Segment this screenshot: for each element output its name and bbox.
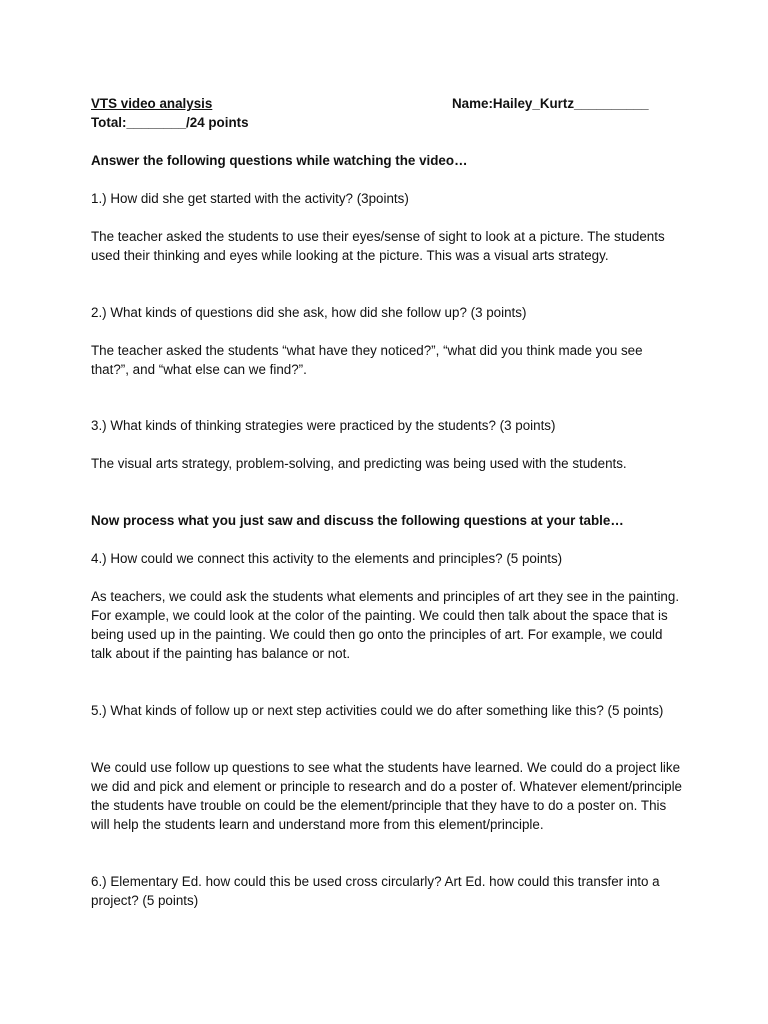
section-heading-watch: Answer the following questions while watching the video… xyxy=(91,153,468,168)
answer-1: The teacher asked the students to use their eyes/sense of sight to look at a picture. The students used their thinking and eyes while looking at the picture. This was a visual arts strategy. xyxy=(91,229,665,263)
student-name: Name:Hailey_Kurtz__________ xyxy=(452,96,649,111)
question-4: 4.) How could we connect this activity to the elements and principles? (5 points) xyxy=(91,551,563,566)
section-heading-discuss: Now process what you just saw and discuss the following questions at your table… xyxy=(91,513,624,528)
answer-5: We could use follow up questions to see what the students have learned. We could do a project like we did and pick and element or principle to research and do a poster of. Whatever element/principle the students have trouble on could be the element/principle that they have to do a poster on. This will help the students learn and understand more from this element/principle. xyxy=(91,760,683,832)
answer-2: The teacher asked the students “what have they noticed?”, “what did you think made you see that?”, and “what else can we find?”. xyxy=(91,343,643,377)
question-6: 6.) Elementary Ed. how could this be used cross circularly? Art Ed. how could this transfer into a project? (5 points) xyxy=(91,874,660,908)
answer-3: The visual arts strategy, problem-solving, and predicting was being used with the students. xyxy=(91,456,627,471)
question-2: 2.) What kinds of questions did she ask, how did she follow up? (3 points) xyxy=(91,305,527,320)
total-points: Total:________/24 points xyxy=(91,115,249,130)
document-title: VTS video analysis xyxy=(91,96,213,111)
question-3: 3.) What kinds of thinking strategies were practiced by the students? (3 points) xyxy=(91,418,556,433)
answer-4: As teachers, we could ask the students what elements and principles of art they see in the painting. For example, we could look at the color of the painting. We could then talk about the space that is being used up in the painting. We could then go onto the principles of art. For example, we could talk about if the painting has balance or not. xyxy=(91,589,680,661)
question-1: 1.) How did she get started with the activity? (3points) xyxy=(91,191,409,206)
question-5: 5.) What kinds of follow up or next step activities could we do after something like this? (5 points) xyxy=(91,703,664,718)
